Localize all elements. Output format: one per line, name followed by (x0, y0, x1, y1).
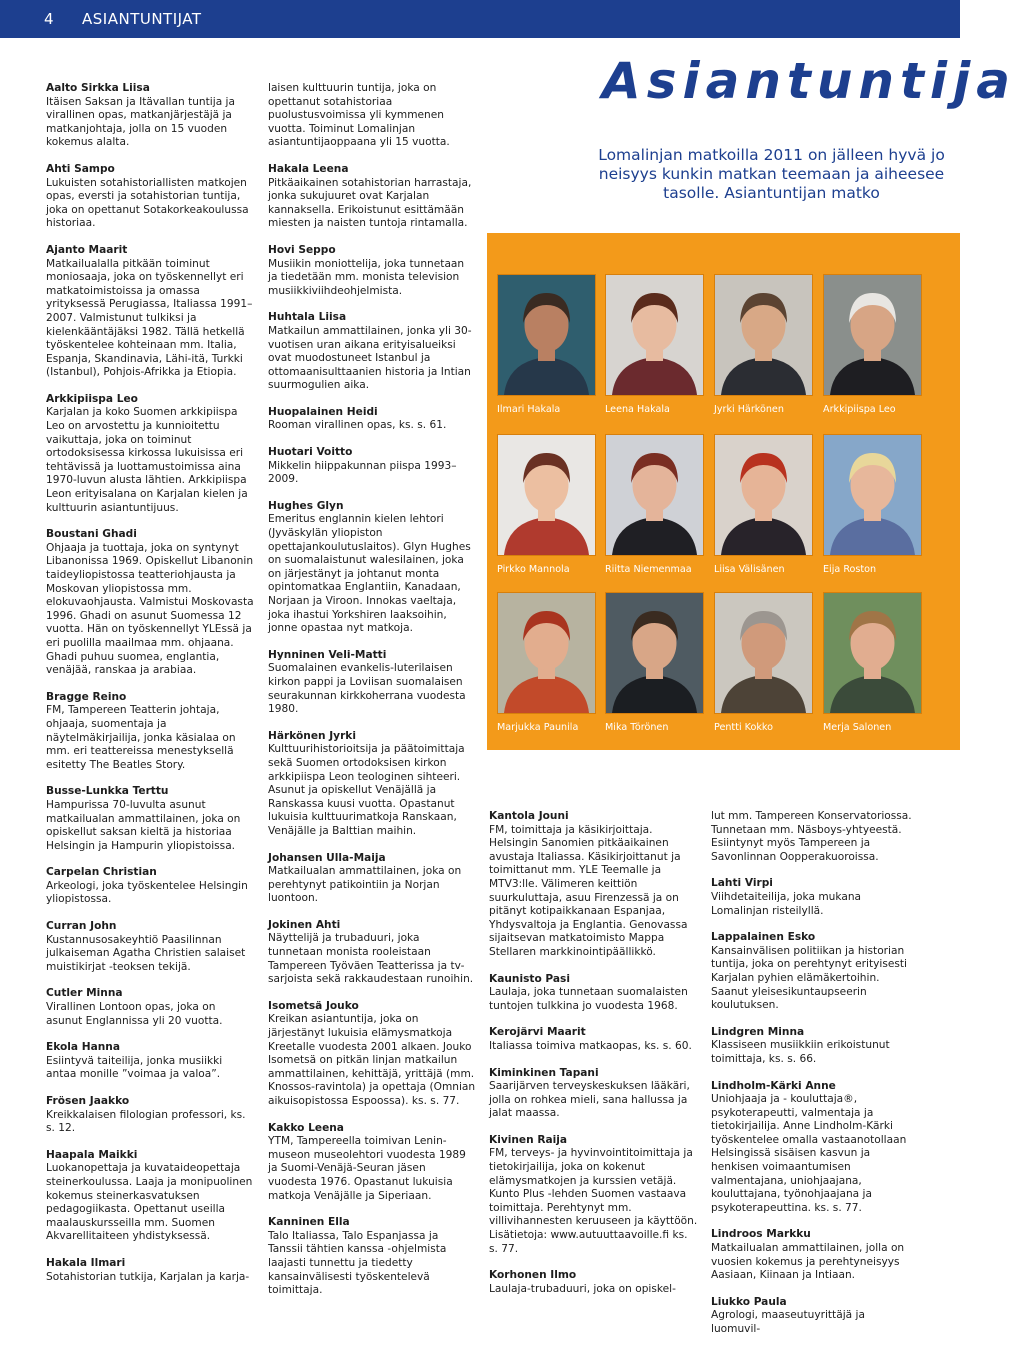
expert-description: Lukuisten sotahistoriallisten matkojen opas, eversti ja sotahistorian tuntija, joka on opettanut Sotakorkeakoulussa historiaa. (46, 176, 249, 230)
expert-description: Matkailualan ammattilainen, joka on perehtynyt patikointiin ja Norjan luontoon. (268, 865, 462, 905)
expert-entry (711, 1026, 917, 1067)
column-1 (46, 82, 254, 1297)
expert-name: Hughes Glyn (268, 499, 344, 512)
expert-description: Arkeologi, joka työskentelee Helsingin yliopistossa. (46, 879, 248, 906)
section-title: ASIANTUNTIJAT (82, 10, 202, 28)
intro-line: Lomalinjan matkoilla 2011 on jälleen hyvä jo (598, 146, 945, 164)
expert-entry (489, 810, 699, 960)
page-number: 4 (44, 10, 54, 28)
expert-description: Uniohjaaja ja - kouluttaja®, psykoterapeutti, valmentaja ja tietokirjailija. Anne Lindholm-Kärki työskentelee omalla vastaanotollaan Helsingissä sisäisen kasvun ja henkisen voimaantumisen valmentajana, uniohjaajana, kouluttajana, työnohjaajana ja psykoterapeuttina. ks. s. 77. (711, 1093, 907, 1214)
expert-description: Italiassa toimiva matkaopas, ks. s. 60. (489, 1039, 692, 1052)
portrait-photo (497, 592, 596, 714)
portrait-photo (823, 592, 922, 714)
expert-description: Suomalainen evankelis-luterilaisen kirkon pappi ja Loviisan suomalaisen seurakunnan kirkkoherrana vuodesta 1980. (268, 662, 466, 716)
portrait-photo (714, 434, 813, 556)
expert-description: laisen kulttuurin tuntija, joka on opettanut sotahistoriaa puolustusvoimissa yli kymmenen vuotta. Toiminut Lomalinjan asiantuntijaoppaana yli 15 vuotta. (268, 82, 450, 149)
portrait-image (824, 275, 921, 395)
photo-panel (487, 233, 960, 750)
expert-entry (46, 1257, 254, 1284)
expert-name: Kanninen Ella (268, 1216, 350, 1229)
expert-name: Lindroos Markku (711, 1228, 811, 1241)
expert-entry (489, 1067, 699, 1121)
expert-description: Kansainvälisen politiikan ja historian tuntija, joka on perehtynyt erityisesti Karjalan pyhien elämäkertoihin. Saanut yleisesikuntaupseerin koulutuksen. (711, 944, 908, 1012)
expert-description: Esiintyvä taiteilija, jonka musiikki antaa monille ”voimaa ja valoa”. (46, 1054, 223, 1081)
portrait-caption: Eija Roston (823, 564, 877, 575)
portrait-image (715, 275, 812, 395)
expert-entry (46, 691, 254, 773)
expert-name: Jokinen Ahti (268, 918, 341, 931)
column-3 (489, 810, 699, 1309)
expert-name: Lappalainen Esko (711, 931, 816, 944)
expert-description: Saarijärven terveyskeskuksen lääkäri, jolla on rohkea mieli, sana hallussa ja jalat maassa. (489, 1080, 690, 1120)
expert-name: Lindgren Minna (711, 1025, 805, 1038)
expert-entry (46, 866, 254, 907)
expert-entry (268, 1000, 476, 1109)
page-title: Asiantuntija (602, 52, 1016, 110)
expert-entry (268, 852, 476, 906)
expert-description: Sotahistorian tutkija, Karjalan ja karja- (46, 1270, 250, 1283)
expert-name: Arkkipiispa Leo (46, 392, 138, 405)
portrait-caption: Leena Hakala (605, 404, 670, 415)
expert-entry (46, 1149, 254, 1244)
expert-name: Hynninen Veli-Matti (268, 648, 387, 661)
portrait-caption: Mika Törönen (605, 722, 669, 733)
expert-description: Laulaja-trubaduuri, joka on opiskel- (489, 1282, 676, 1295)
expert-entry (711, 810, 917, 864)
expert-description: Talo Italiassa, Talo Espanjassa ja Tanssii tähtien kanssa -ohjelmista laajasti tunnettu ja tiedetty kansainvälisesti työskentelevä toimittaja. (268, 1229, 447, 1297)
portrait-photo (605, 434, 704, 556)
expert-description: FM, terveys- ja hyvinvointitoimittaja ja tietokirjailija, joka on kokenut elämysmatkojen ja kurssien vetäjä. Kunto Plus -lehden Suomen vastaava toimittaja. Perehtynyt mm. villivihannesten keruuseen ja käyttöön. Lisätietoja: www.autuuttaavoille.fi ks. s. 77. (489, 1147, 698, 1255)
expert-name: Härkönen Jyrki (268, 729, 356, 742)
expert-description: lut mm. Tampereen Konservatoriossa. Tunnetaan mm. Näsboys-yhtyeestä. Esiintynyt myös Tampereen ja Savonlinnan Oopperakuoroissa. (711, 810, 912, 863)
expert-entry (46, 163, 254, 231)
expert-entry (711, 1228, 917, 1282)
expert-name: Haapala Maikki (46, 1148, 138, 1161)
expert-name: Lahti Virpi (711, 877, 773, 890)
expert-entry (46, 1095, 254, 1136)
expert-entry (268, 730, 476, 839)
portrait-image (606, 593, 703, 713)
expert-description: Kreikkalaisen filologian professori, ks. s. 12. (46, 1108, 246, 1135)
expert-description: Virallinen Lontoon opas, joka on asunut Englannissa yli 20 vuotta. (46, 1001, 223, 1027)
expert-name: Busse-Lunkka Terttu (46, 785, 169, 798)
portrait-photo (497, 274, 596, 396)
expert-entry (268, 500, 476, 636)
expert-description: Emeritus englannin kielen lehtori (Jyväskylän yliopiston opettajankoulutuslaitos). Glyn Hughes on suomalaistunut walesilainen, joka on järjestänyt ja johtanut monta opintomatkaa Englantiin, Kanadaan, Norjaan ja Viroon. Innokas vaeltaja, joka ihastui Yorkshiren laaksoihin, jonne opastaa nyt matkoja. (268, 513, 471, 635)
expert-description: Kulttuurihistorioitsija ja päätoimittaja sekä Suomen ortodoksisen kirkon arkkipiispa Leon teologinen sihteeri. Asunut ja opiskellut Venäjällä ja Ranskassa kuusi vuotta. Opastanut lukuisia kulttuurimatkoja Ranskaan, Venäjälle ja Balttian maihin. (268, 743, 465, 837)
expert-entry (46, 528, 254, 678)
portrait-photo (497, 434, 596, 556)
expert-entry (268, 919, 476, 987)
portrait-image (824, 435, 921, 555)
expert-description: Kustannusosakeyhtiö Paasilinnan julkaiseman Agatha Christien salaiset muistikirjat -teoksen tekijä. (46, 933, 246, 973)
expert-entry (489, 1026, 699, 1053)
portrait-caption: Pirkko Mannola (497, 564, 570, 575)
expert-description: Matkailualalla pitkään toiminut moniosaaja, joka on työskennellyt eri matkatoimistoissa ja omassa yrityksessä Perugiassa, Italiassa 1991–2007. Valmistunut tulkiksi ja kielenkääntäjäksi 1982. Tällä hetkellä työskentelee kohteinaan mm. Italia, Espanja, Skandinavia, Lähi-itä, Turkki (Istanbul), Pohjois-Afrikka ja Etiopia. (46, 257, 253, 379)
intro-line: tasolle. Asiantuntijan matko (663, 184, 880, 202)
expert-description: Mikkelin hiippakunnan piispa 1993–2009. (268, 459, 457, 486)
expert-entry (268, 446, 476, 487)
portrait-photo (823, 434, 922, 556)
expert-description: FM, Tampereen Teatterin johtaja, ohjaaja, suomentaja ja näytelmäkirjailija, jonka käsialaa on mm. eri teattereissa menestyksellä esitetty The Beatles Story. (46, 704, 236, 771)
expert-name: Hovi Seppo (268, 243, 336, 256)
expert-name: Boustani Ghadi (46, 528, 137, 541)
expert-name: Aalto Sirkka Liisa (46, 82, 150, 94)
expert-entry (268, 244, 476, 298)
portrait-caption: Riitta Niemenmaa (605, 564, 692, 575)
expert-name: Bragge Reino (46, 690, 127, 703)
expert-description: Ohjaaja ja tuottaja, joka on syntynyt Libanonissa 1969. Opiskellut Libanonin taideyliopistossa teatteriohjausta ja Moskovan yliopistossa mm. elokuvaohjausta. Valmistui Moskovasta 1996. Ghadi on asunut Suomessa 12 vuotta. Hän on työskennellyt YLEssä ja eri puolilla maailmaa mm. ohjaana. Ghadi puhuu suomea, englantia, venäjää, ranskaa ja arabiaa. (46, 541, 254, 677)
expert-entry (711, 1296, 917, 1337)
expert-name: Johansen Ulla-Maija (268, 851, 386, 864)
expert-name: Ahti Sampo (46, 162, 115, 175)
portrait-image (498, 275, 595, 395)
expert-description: Näyttelijä ja trubaduuri, joka tunnetaan monista rooleistaan Tampereen Työväen Teatterissa ja tv-sarjoista sekä rakkaudestaan runoihin. (268, 932, 474, 986)
portrait-photo (605, 274, 704, 396)
portrait-photo (714, 274, 813, 396)
expert-entry (268, 406, 476, 433)
portrait-photo (605, 592, 704, 714)
header-bar (0, 0, 960, 38)
expert-entry (489, 1134, 699, 1256)
expert-entry (46, 244, 254, 380)
portrait-caption: Merja Salonen (823, 722, 892, 733)
expert-entry (268, 1122, 476, 1204)
expert-description: Itäisen Saksan ja Itävallan tuntija ja virallinen opas, matkanjärjestäjä ja matkanjohtaja, jolla on 15 vuoden kokemus alalta. (46, 95, 235, 149)
expert-name: Huhtala Liisa (268, 311, 347, 324)
expert-entry (711, 1080, 917, 1216)
portrait-caption: Liisa Välisänen (714, 564, 785, 575)
expert-description: Luokanopettaja ja kuvataideopettaja steinerkoulussa. Laaja ja monipuolinen kokemus steinerkasvatuksen pedagogiikasta. Opettanut useilla maalauskursseilla mm. Suomen Akvarellitaiteen yhdistyksessä. (46, 1162, 253, 1243)
expert-description: Laulaja, joka tunnetaan suomalaisten tuntojen tulkkina jo vuodesta 1968. (489, 986, 688, 1012)
expert-name: Kivinen Raija (489, 1133, 568, 1146)
expert-entry (489, 973, 699, 1014)
expert-name: Liukko Paula (711, 1295, 787, 1308)
expert-entry (46, 920, 254, 974)
expert-entry (46, 1041, 254, 1082)
expert-entry (489, 1269, 699, 1296)
expert-name: Hakala Ilmari (46, 1256, 126, 1269)
expert-entry (46, 785, 254, 853)
portrait-caption: Ilmari Hakala (497, 404, 561, 415)
expert-description: Kreikan asiantuntija, joka on järjestänyt lukuisia elämysmatkoja Kreetalle vuodesta 2001 alkaen. Jouko Isometsä on pitkän linjan matkailun ammattilainen, kehittäjä, yrittäjä (mm. Knossos-ravintola) ja opettaja (Omnian aikuisopistossa Espoossa). ks. s. 77. (268, 1013, 476, 1107)
expert-description: Musiikin moniottelija, joka tunnetaan ja tiedetään mm. monista television musiikkiviihdeohjelmista. (268, 257, 465, 297)
expert-name: Kerojärvi Maarit (489, 1026, 586, 1039)
portrait-photo (714, 592, 813, 714)
portrait-image (715, 435, 812, 555)
portrait-image (606, 435, 703, 555)
portrait-caption: Pentti Kokko (714, 722, 773, 733)
expert-description: Rooman virallinen opas, ks. s. 61. (268, 419, 447, 432)
expert-description: Karjalan ja koko Suomen arkkipiispa Leo on arvostettu ja kunnioitettu vaikuttaja, joka on toiminut ortodoksisessa kirkossa lukuisissa eri tehtävissä ja luottamustoimissa aina 1970-luvun alusta lähtien. Arkkipiispa Leon erityisalana on Karjalan kielen ja kulttuurin asiantuntijuus. (46, 406, 248, 514)
expert-name: Korhonen Ilmo (489, 1269, 577, 1282)
expert-entry (46, 987, 254, 1028)
expert-description: Klassiseen musiikkiin erikoistunut toimittaja, ks. s. 66. (711, 1039, 890, 1065)
expert-description: Matkailualan ammattilainen, jolla on vuosien kokemus ja perehtyneisyys Aasiaan, Kiinaan ja Intiaan. (711, 1242, 905, 1282)
expert-name: Ekola Hanna (46, 1041, 120, 1054)
portrait-caption: Jyrki Härkönen (714, 404, 784, 415)
portrait-caption: Marjukka Paunila (497, 722, 579, 733)
expert-name: Huotari Voitto (268, 446, 353, 459)
expert-name: Kiminkinen Tapani (489, 1066, 599, 1079)
expert-entry (268, 311, 476, 393)
portrait-image (715, 593, 812, 713)
expert-name: Lindholm-Kärki Anne (711, 1079, 836, 1092)
expert-name: Ajanto Maarit (46, 243, 128, 256)
expert-name: Huopalainen Heidi (268, 405, 378, 418)
expert-name: Frösen Jaakko (46, 1095, 130, 1107)
expert-description: Viihdetaiteilija, joka mukana Lomalinjan risteilyllä. (711, 890, 862, 917)
expert-description: FM, toimittaja ja käsikirjoittaja. Helsingin Sanomien pitkäaikainen avustaja Italiassa. Käsikirjoittanut ja toimittanut mm. YLE Teemalle ja MTV3:lle. Välimeren keittiön suurkuluttaja, asuu Firenzessä ja on pitänyt kotipaikkanaan Espanjaa, Yhdysvaltoja ja Englantia. Genovassa sijaitsevan matkatoimisto Mappa Stellaren markkinointipäällikkö. (489, 823, 688, 958)
column-2 (268, 82, 476, 1311)
expert-name: Kakko Leena (268, 1121, 344, 1134)
intro-line: neisyys kunkin matkan teemaan ja aiheesee (598, 165, 945, 183)
expert-entry (268, 649, 476, 717)
portrait-image (498, 435, 595, 555)
portrait-photo (823, 274, 922, 396)
expert-description: Pitkäaikainen sotahistorian harrastaja, jonka sukujuuret ovat Karjalan kannaksella. Erikoistunut esittämään miesten ja naisten tuntoja rintamalla. (268, 176, 472, 230)
expert-entry (711, 877, 917, 918)
expert-name: Curran John (46, 920, 117, 933)
portrait-image (606, 275, 703, 395)
expert-entry (46, 393, 254, 515)
expert-description: Matkailun ammattilainen, jonka yli 30-vuotisen uran aikana erityisalueiksi ovat muodostuneet Istanbul ja ottomaanisulttaanien historia ja Intian suurmogulien aika. (268, 324, 472, 392)
expert-entry (46, 82, 254, 150)
expert-name: Hakala Leena (268, 162, 349, 175)
portrait-image (824, 593, 921, 713)
expert-name: Carpelan Christian (46, 866, 157, 879)
portrait-caption: Arkkipiispa Leo (823, 404, 896, 415)
expert-name: Kantola Jouni (489, 810, 569, 822)
expert-description: YTM, Tampereella toimivan Lenin-museon museolehtori vuodesta 1989 ja Suomi-Venäjä-Seuran jäsen vuodesta 1976. Opastanut lukuisia matkoja Venäjälle ja Siperiaan. (268, 1135, 466, 1202)
portrait-image (498, 593, 595, 713)
expert-name: Cutler Minna (46, 987, 123, 1000)
expert-entry (268, 163, 476, 231)
expert-entry (268, 1216, 476, 1298)
expert-entry (711, 931, 917, 1013)
expert-entry (268, 82, 476, 150)
column-4 (711, 810, 917, 1350)
expert-name: Kaunisto Pasi (489, 972, 570, 985)
expert-description: Agrologi, maaseutuyrittäjä ja luomuvil- (711, 1309, 865, 1335)
expert-name: Isometsä Jouko (268, 999, 359, 1012)
expert-description: Hampurissa 70-luvulta asunut matkailualan ammattilainen, joka on opiskellut saksan kieltä ja historiaa Helsingin ja Hampurin yliopistoissa. (46, 798, 241, 852)
intro-text (583, 146, 960, 216)
